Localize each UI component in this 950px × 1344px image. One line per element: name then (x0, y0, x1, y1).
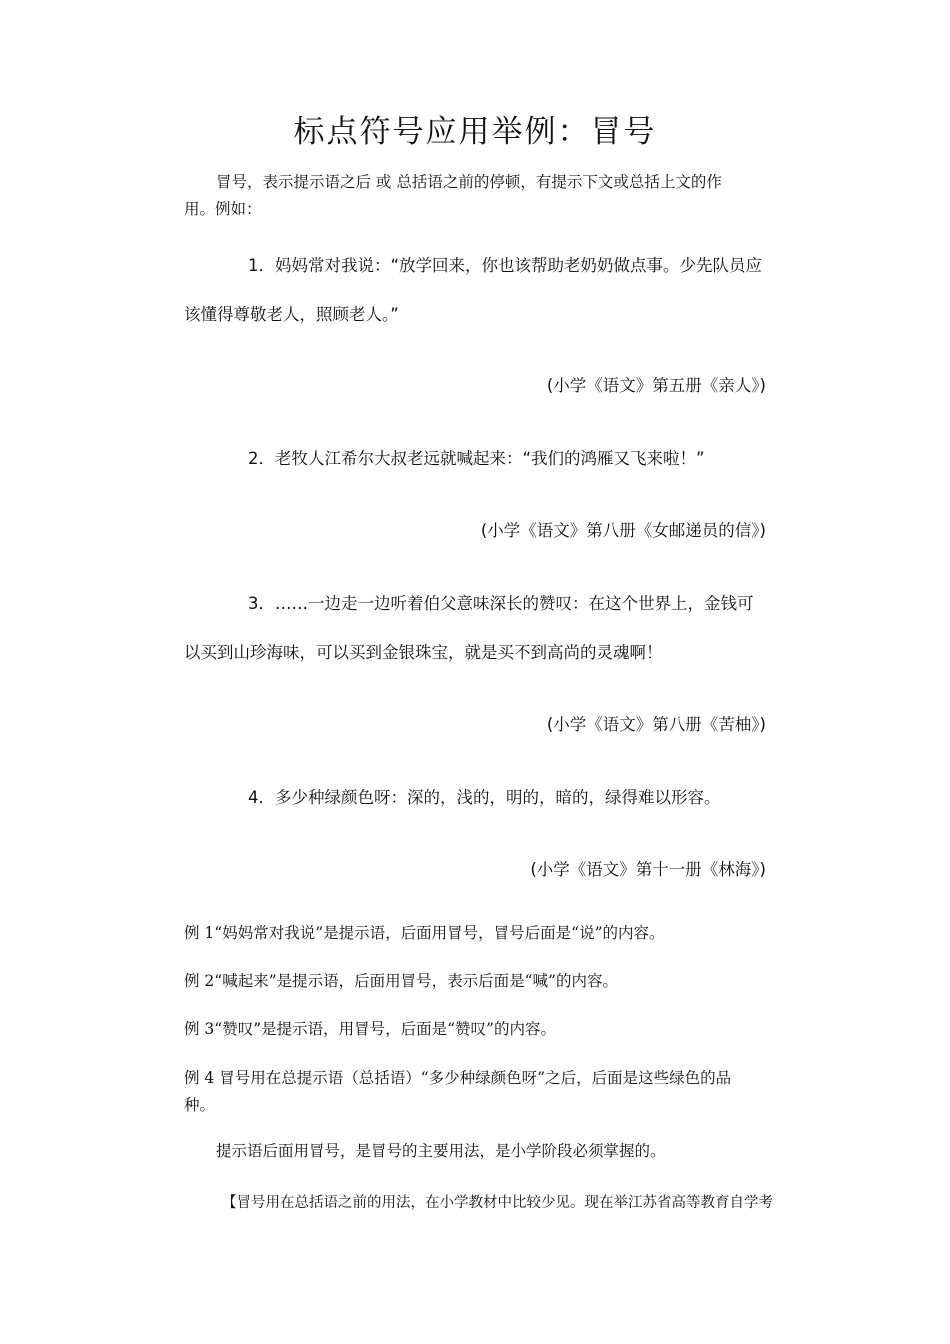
example-3-line-2: 以买到山珍海味，可以买到金银珠宝，就是买不到高尚的灵魂啊！ (184, 643, 663, 662)
example-4-line-1: 4．多少种绿颜色呀：深的，浅的，明的，暗的，绿得难以形容。 (248, 788, 721, 807)
page-title: 标点符号应用举例：冒号 (293, 114, 657, 150)
intro-line-2: 用。例如： (184, 200, 262, 218)
note-example-4-line-1: 例 4 冒号用在总提示语（总括语）“多少种绿颜色呀”之后，后面是这些绿色的品 (184, 1069, 732, 1087)
example-4-source: (小学《语文》第十一册《林海》) (530, 860, 766, 879)
intro-line-1: 冒号，表示提示语之后 或 总括语之前的停顿，有提示下文或总括上文的作 (216, 173, 722, 191)
example-3-source: (小学《语文》第八册《苦柚》) (546, 715, 766, 734)
note-example-4-line-2: 种。 (184, 1096, 216, 1114)
example-1-line-2: 该懂得尊敬老人，照顾老人。” (184, 305, 399, 324)
note-example-3: 例 3“赞叹”是提示语，用冒号，后面是“赞叹”的内容。 (184, 1020, 556, 1038)
note-example-1: 例 1“妈妈常对我说”是提示语，后面用冒号，冒号后面是“说”的内容。 (184, 924, 665, 942)
summary-paragraph: 提示语后面用冒号，是冒号的主要用法，是小学阶段必须掌握的。 (216, 1142, 666, 1160)
note-example-2: 例 2“喊起来”是提示语，后面用冒号，表示后面是“喊”的内容。 (184, 972, 618, 990)
example-1-source: (小学《语文》第五册《亲人》) (546, 376, 766, 395)
final-paragraph-line: 【冒号用在总括语之前的用法，在小学教材中比较少见。现在举江苏省高等教育自学考 (222, 1195, 773, 1211)
example-2-source: (小学《语文》第八册《女邮递员的信》) (480, 521, 766, 540)
example-3-line-1: 3．……一边走一边听着伯父意味深长的赞叹：在这个世界上，金钱可 (248, 594, 754, 613)
example-2-line-1: 2．老牧人江希尔大叔老远就喊起来：“我们的鸿雁又飞来啦！” (248, 449, 705, 468)
example-1-line-1: 1．妈妈常对我说：“放学回来，你也该帮助老奶奶做点事。少先队员应 (248, 256, 763, 275)
